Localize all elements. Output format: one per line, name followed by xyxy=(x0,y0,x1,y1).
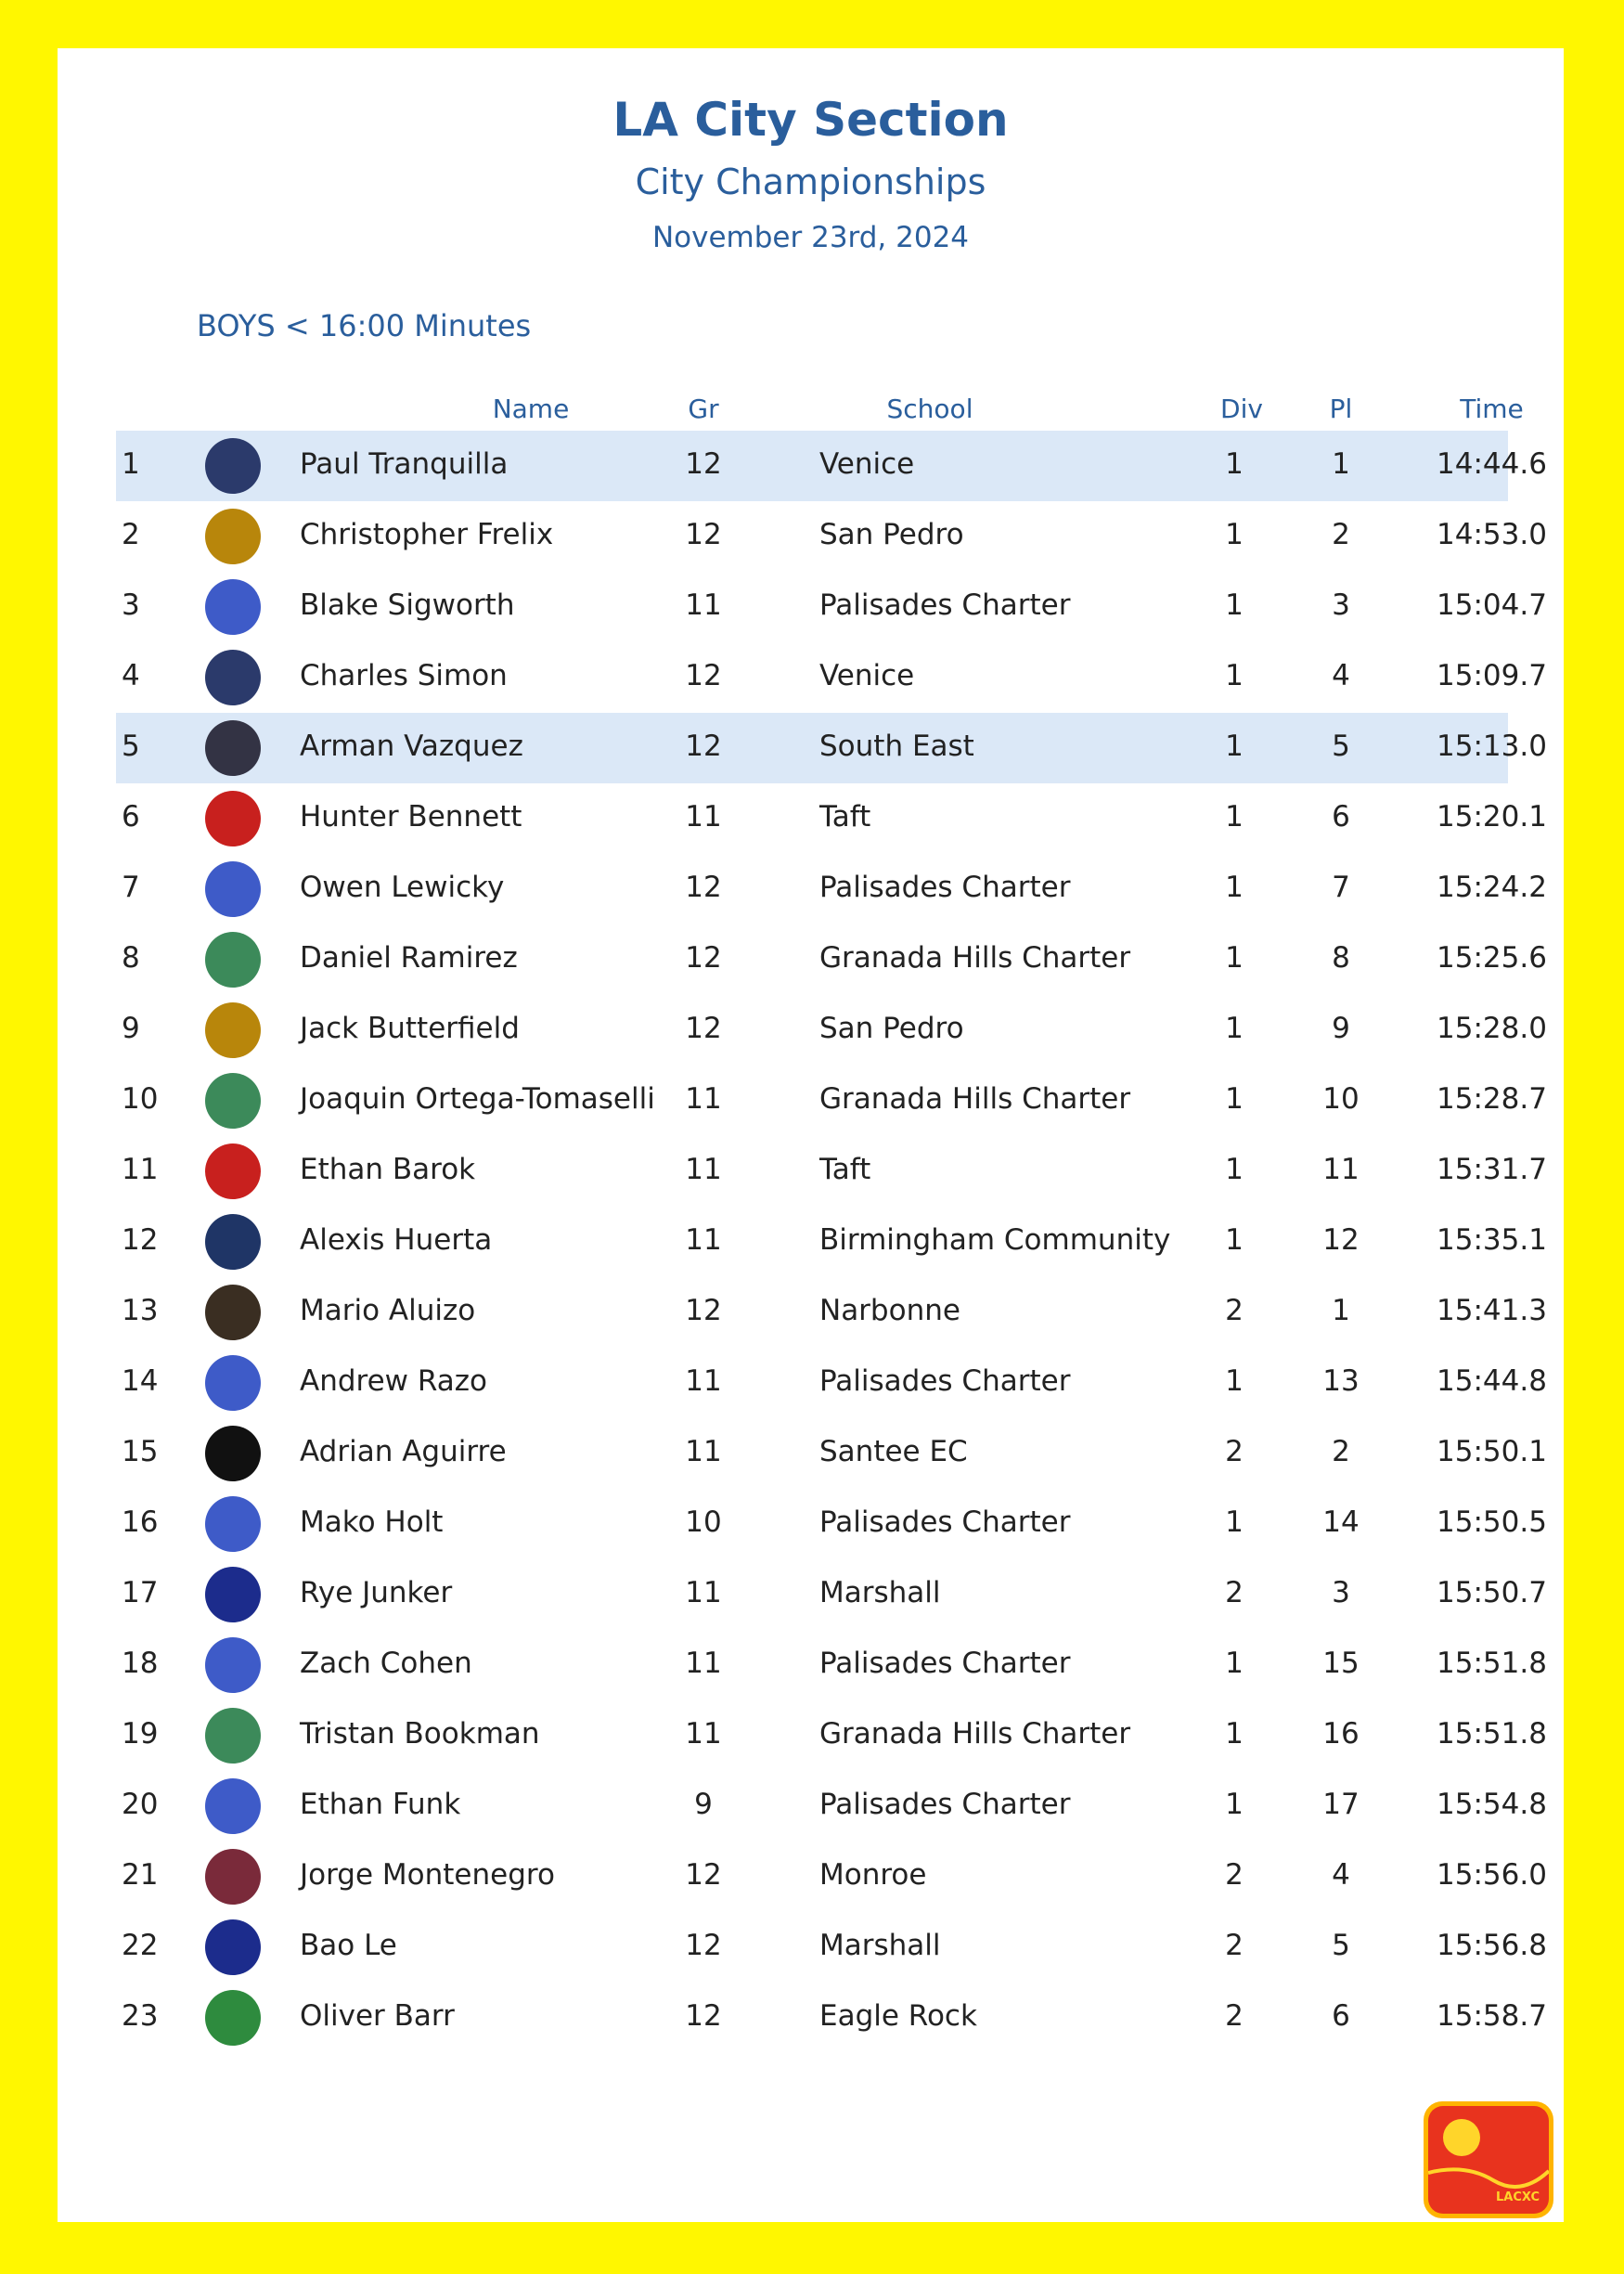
time-cell: 15:04.7 xyxy=(1437,588,1547,622)
school-name: Palisades Charter xyxy=(819,588,1071,622)
grade-cell: 12 xyxy=(685,730,722,763)
place-cell: 19 xyxy=(122,1717,159,1751)
birmingham-logo-icon xyxy=(205,1214,261,1270)
place-cell: 7 xyxy=(122,871,140,904)
school-name: Granada Hills Charter xyxy=(819,941,1131,975)
time-cell: 15:28.7 xyxy=(1437,1082,1547,1116)
palisades-logo-icon xyxy=(205,579,261,635)
time-cell: 15:28.0 xyxy=(1437,1012,1547,1045)
school-name: Santee EC xyxy=(819,1435,968,1468)
table-row xyxy=(116,1277,1547,1348)
palisades-logo-icon xyxy=(205,1778,261,1834)
grade-cell: 11 xyxy=(685,1435,722,1468)
time-cell: 15:50.7 xyxy=(1437,1576,1547,1609)
time-cell: 15:51.8 xyxy=(1437,1647,1547,1680)
place-cell: 6 xyxy=(122,800,140,833)
table-row xyxy=(116,713,1547,783)
col-header-gr: Gr xyxy=(688,394,719,424)
place-cell: 20 xyxy=(122,1788,159,1821)
athlete-name: Arman Vazquez xyxy=(300,730,523,763)
time-cell: 15:51.8 xyxy=(1437,1717,1547,1751)
grade-cell: 12 xyxy=(685,1012,722,1045)
place-cell: 14 xyxy=(122,1364,159,1398)
division-cell: 1 xyxy=(1225,1364,1244,1398)
table-row xyxy=(116,924,1547,995)
school-name: Marshall xyxy=(819,1929,941,1962)
time-cell: 15:56.8 xyxy=(1437,1929,1547,1962)
table-row xyxy=(116,1700,1547,1771)
grade-cell: 11 xyxy=(685,1576,722,1609)
taft-logo-icon xyxy=(205,1143,261,1199)
school-name: Marshall xyxy=(819,1576,941,1609)
division-cell: 1 xyxy=(1225,730,1244,763)
san-pedro-logo-icon xyxy=(205,509,261,564)
time-cell: 15:35.1 xyxy=(1437,1223,1547,1257)
school-name: Eagle Rock xyxy=(819,1999,977,2033)
athlete-name: Alexis Huerta xyxy=(300,1223,493,1257)
division-cell: 1 xyxy=(1225,941,1244,975)
school-name: Palisades Charter xyxy=(819,1647,1071,1680)
division-cell: 2 xyxy=(1225,1858,1244,1892)
marshall-logo-icon xyxy=(205,1567,261,1622)
granada-hills-logo-icon xyxy=(205,932,261,988)
meet-name: City Championships xyxy=(635,162,986,202)
division-place-cell: 4 xyxy=(1332,659,1350,692)
division-place-cell: 15 xyxy=(1322,1647,1360,1680)
grade-cell: 11 xyxy=(685,1153,722,1186)
school-name: Palisades Charter xyxy=(819,871,1071,904)
division-place-cell: 11 xyxy=(1322,1153,1360,1186)
division-place-cell: 12 xyxy=(1322,1223,1360,1257)
place-cell: 12 xyxy=(122,1223,159,1257)
school-name: Palisades Charter xyxy=(819,1788,1071,1821)
time-cell: 15:41.3 xyxy=(1437,1294,1547,1327)
division-place-cell: 5 xyxy=(1332,1929,1350,1962)
grade-cell: 11 xyxy=(685,1082,722,1116)
division-place-cell: 8 xyxy=(1332,941,1350,975)
santee-logo-icon xyxy=(205,1426,261,1481)
division-cell: 1 xyxy=(1225,1012,1244,1045)
division-cell: 1 xyxy=(1225,800,1244,833)
place-cell: 3 xyxy=(122,588,140,622)
table-row xyxy=(116,854,1547,924)
athlete-name: Daniel Ramirez xyxy=(300,941,518,975)
athlete-name: Tristan Bookman xyxy=(300,1717,540,1751)
time-cell: 15:24.2 xyxy=(1437,871,1547,904)
table-row xyxy=(116,1418,1547,1489)
athlete-name: Zach Cohen xyxy=(300,1647,472,1680)
taft-logo-icon xyxy=(205,791,261,846)
school-name: Taft xyxy=(819,800,871,833)
division-cell: 1 xyxy=(1225,1717,1244,1751)
place-cell: 4 xyxy=(122,659,140,692)
grade-cell: 12 xyxy=(685,1294,722,1327)
table-row xyxy=(116,1771,1547,1841)
time-cell: 14:44.6 xyxy=(1437,447,1547,481)
grade-cell: 11 xyxy=(685,1223,722,1257)
meet-date: November 23rd, 2024 xyxy=(651,221,970,254)
division-place-cell: 14 xyxy=(1322,1505,1360,1539)
place-cell: 2 xyxy=(122,518,140,551)
athlete-name: Mario Aluizo xyxy=(300,1294,476,1327)
time-cell: 15:58.7 xyxy=(1437,1999,1547,2033)
table-row xyxy=(116,1983,1547,2053)
table-row xyxy=(116,501,1547,572)
division-cell: 2 xyxy=(1225,1435,1244,1468)
south-east-logo-icon xyxy=(205,720,261,776)
athlete-name: Jack Butterfield xyxy=(300,1012,520,1045)
athlete-name: Bao Le xyxy=(300,1929,397,1962)
col-header-div: Div xyxy=(1220,394,1263,424)
division-place-cell: 2 xyxy=(1332,1435,1350,1468)
table-row xyxy=(116,783,1547,854)
table-row xyxy=(116,1348,1547,1418)
place-cell: 5 xyxy=(122,730,140,763)
division-cell: 1 xyxy=(1225,1153,1244,1186)
grade-cell: 12 xyxy=(685,659,722,692)
school-name: Palisades Charter xyxy=(819,1364,1071,1398)
grade-cell: 12 xyxy=(685,941,722,975)
division-cell: 2 xyxy=(1225,1999,1244,2033)
eagle-rock-logo-icon xyxy=(205,1990,261,2046)
table-row xyxy=(116,1559,1547,1630)
athlete-name: Christopher Frelix xyxy=(300,518,554,551)
san-pedro-logo-icon xyxy=(205,1002,261,1058)
place-cell: 21 xyxy=(122,1858,159,1892)
marshall-logo-icon xyxy=(205,1919,261,1975)
palisades-logo-icon xyxy=(205,861,261,917)
athlete-name: Blake Sigworth xyxy=(300,588,515,622)
athlete-name: Andrew Razo xyxy=(300,1364,487,1398)
grade-cell: 12 xyxy=(685,447,722,481)
athlete-name: Hunter Bennett xyxy=(300,800,522,833)
division-place-cell: 17 xyxy=(1322,1788,1360,1821)
narbonne-logo-icon xyxy=(205,1285,261,1340)
school-name: Monroe xyxy=(819,1858,927,1892)
time-cell: 15:13.0 xyxy=(1437,730,1547,763)
grade-cell: 12 xyxy=(685,1999,722,2033)
granada-hills-logo-icon xyxy=(205,1708,261,1764)
grade-cell: 12 xyxy=(685,1858,722,1892)
place-cell: 13 xyxy=(122,1294,159,1327)
grade-cell: 9 xyxy=(694,1788,713,1821)
division-cell: 2 xyxy=(1225,1576,1244,1609)
place-cell: 22 xyxy=(122,1929,159,1962)
grade-cell: 11 xyxy=(685,800,722,833)
table-row xyxy=(116,1489,1547,1559)
division-place-cell: 2 xyxy=(1332,518,1350,551)
category-label: BOYS < 16:00 Minutes xyxy=(197,308,532,343)
division-place-cell: 6 xyxy=(1332,800,1350,833)
time-cell: 15:54.8 xyxy=(1437,1788,1547,1821)
venice-logo-icon xyxy=(205,438,261,494)
table-row xyxy=(116,1136,1547,1207)
division-place-cell: 16 xyxy=(1322,1717,1360,1751)
grade-cell: 10 xyxy=(685,1505,722,1539)
athlete-name: Joaquin Ortega-Tomaselli xyxy=(300,1082,655,1116)
place-cell: 23 xyxy=(122,1999,159,2033)
table-row xyxy=(116,572,1547,642)
division-cell: 1 xyxy=(1225,588,1244,622)
athlete-name: Charles Simon xyxy=(300,659,508,692)
division-cell: 1 xyxy=(1225,659,1244,692)
time-cell: 15:09.7 xyxy=(1437,659,1547,692)
place-cell: 11 xyxy=(122,1153,159,1186)
athlete-name: Owen Lewicky xyxy=(300,871,505,904)
table-row xyxy=(116,1066,1547,1136)
school-name: Birmingham Community xyxy=(819,1223,1171,1257)
col-header-name: Name xyxy=(492,394,570,424)
time-cell: 15:56.0 xyxy=(1437,1858,1547,1892)
division-cell: 1 xyxy=(1225,518,1244,551)
col-header-time: Time xyxy=(1460,394,1524,424)
table-row xyxy=(116,642,1547,713)
place-cell: 16 xyxy=(122,1505,159,1539)
place-cell: 8 xyxy=(122,941,140,975)
place-cell: 10 xyxy=(122,1082,159,1116)
athlete-name: Oliver Barr xyxy=(300,1999,455,2033)
time-cell: 15:25.6 xyxy=(1437,941,1547,975)
division-place-cell: 7 xyxy=(1332,871,1350,904)
school-name: Taft xyxy=(819,1153,871,1186)
grade-cell: 11 xyxy=(685,588,722,622)
school-name: Palisades Charter xyxy=(819,1505,1071,1539)
time-cell: 14:53.0 xyxy=(1437,518,1547,551)
table-row xyxy=(116,1841,1547,1912)
grade-cell: 11 xyxy=(685,1647,722,1680)
athlete-name: Adrian Aguirre xyxy=(300,1435,507,1468)
division-place-cell: 10 xyxy=(1322,1082,1360,1116)
place-cell: 15 xyxy=(122,1435,159,1468)
athlete-name: Ethan Barok xyxy=(300,1153,476,1186)
division-cell: 1 xyxy=(1225,1788,1244,1821)
grade-cell: 12 xyxy=(685,871,722,904)
school-name: Narbonne xyxy=(819,1294,960,1327)
palisades-logo-icon xyxy=(205,1637,261,1693)
division-place-cell: 5 xyxy=(1332,730,1350,763)
athlete-name: Paul Tranquilla xyxy=(300,447,509,481)
school-name: Venice xyxy=(819,447,915,481)
division-cell: 1 xyxy=(1225,447,1244,481)
grade-cell: 12 xyxy=(685,518,722,551)
palisades-logo-icon xyxy=(205,1496,261,1552)
table-row xyxy=(116,995,1547,1066)
place-cell: 9 xyxy=(122,1012,140,1045)
division-place-cell: 6 xyxy=(1332,1999,1350,2033)
grade-cell: 11 xyxy=(685,1364,722,1398)
table-row xyxy=(116,1912,1547,1983)
school-name: Granada Hills Charter xyxy=(819,1082,1131,1116)
athlete-name: Jorge Montenegro xyxy=(300,1858,555,1892)
table-row xyxy=(116,1630,1547,1700)
division-cell: 1 xyxy=(1225,1223,1244,1257)
palisades-logo-icon xyxy=(205,1355,261,1411)
place-cell: 17 xyxy=(122,1576,159,1609)
page-title: LA City Section xyxy=(612,93,1009,147)
division-cell: 1 xyxy=(1225,1505,1244,1539)
col-header-school: School xyxy=(886,394,973,424)
time-cell: 15:31.7 xyxy=(1437,1153,1547,1186)
school-name: Granada Hills Charter xyxy=(819,1717,1131,1751)
monroe-logo-icon xyxy=(205,1849,261,1905)
division-place-cell: 3 xyxy=(1332,1576,1350,1609)
division-place-cell: 9 xyxy=(1332,1012,1350,1045)
division-place-cell: 1 xyxy=(1332,447,1350,481)
brand-text: LACXC xyxy=(1496,2190,1540,2204)
time-cell: 15:50.5 xyxy=(1437,1505,1547,1539)
school-name: San Pedro xyxy=(819,1012,964,1045)
division-cell: 1 xyxy=(1225,871,1244,904)
division-place-cell: 4 xyxy=(1332,1858,1350,1892)
place-cell: 1 xyxy=(122,447,140,481)
grade-cell: 11 xyxy=(685,1717,722,1751)
place-cell: 18 xyxy=(122,1647,159,1680)
division-cell: 1 xyxy=(1225,1082,1244,1116)
division-cell: 2 xyxy=(1225,1929,1244,1962)
grade-cell: 12 xyxy=(685,1929,722,1962)
school-name: Venice xyxy=(819,659,915,692)
school-name: San Pedro xyxy=(819,518,964,551)
granada-hills-logo-icon xyxy=(205,1073,261,1129)
results-page xyxy=(58,48,1564,2222)
division-place-cell: 13 xyxy=(1322,1364,1360,1398)
lacxc-logo xyxy=(1424,2101,1553,2218)
col-header-pl: Pl xyxy=(1329,394,1353,424)
division-cell: 2 xyxy=(1225,1294,1244,1327)
table-row xyxy=(116,431,1547,501)
venice-logo-icon xyxy=(205,650,261,705)
division-cell: 1 xyxy=(1225,1647,1244,1680)
division-place-cell: 3 xyxy=(1332,588,1350,622)
athlete-name: Ethan Funk xyxy=(300,1788,461,1821)
division-place-cell: 1 xyxy=(1332,1294,1350,1327)
time-cell: 15:44.8 xyxy=(1437,1364,1547,1398)
time-cell: 15:50.1 xyxy=(1437,1435,1547,1468)
school-name: South East xyxy=(819,730,974,763)
results-table xyxy=(116,431,1547,2053)
table-row xyxy=(116,1207,1547,1277)
athlete-name: Rye Junker xyxy=(300,1576,453,1609)
time-cell: 15:20.1 xyxy=(1437,800,1547,833)
athlete-name: Mako Holt xyxy=(300,1505,444,1539)
